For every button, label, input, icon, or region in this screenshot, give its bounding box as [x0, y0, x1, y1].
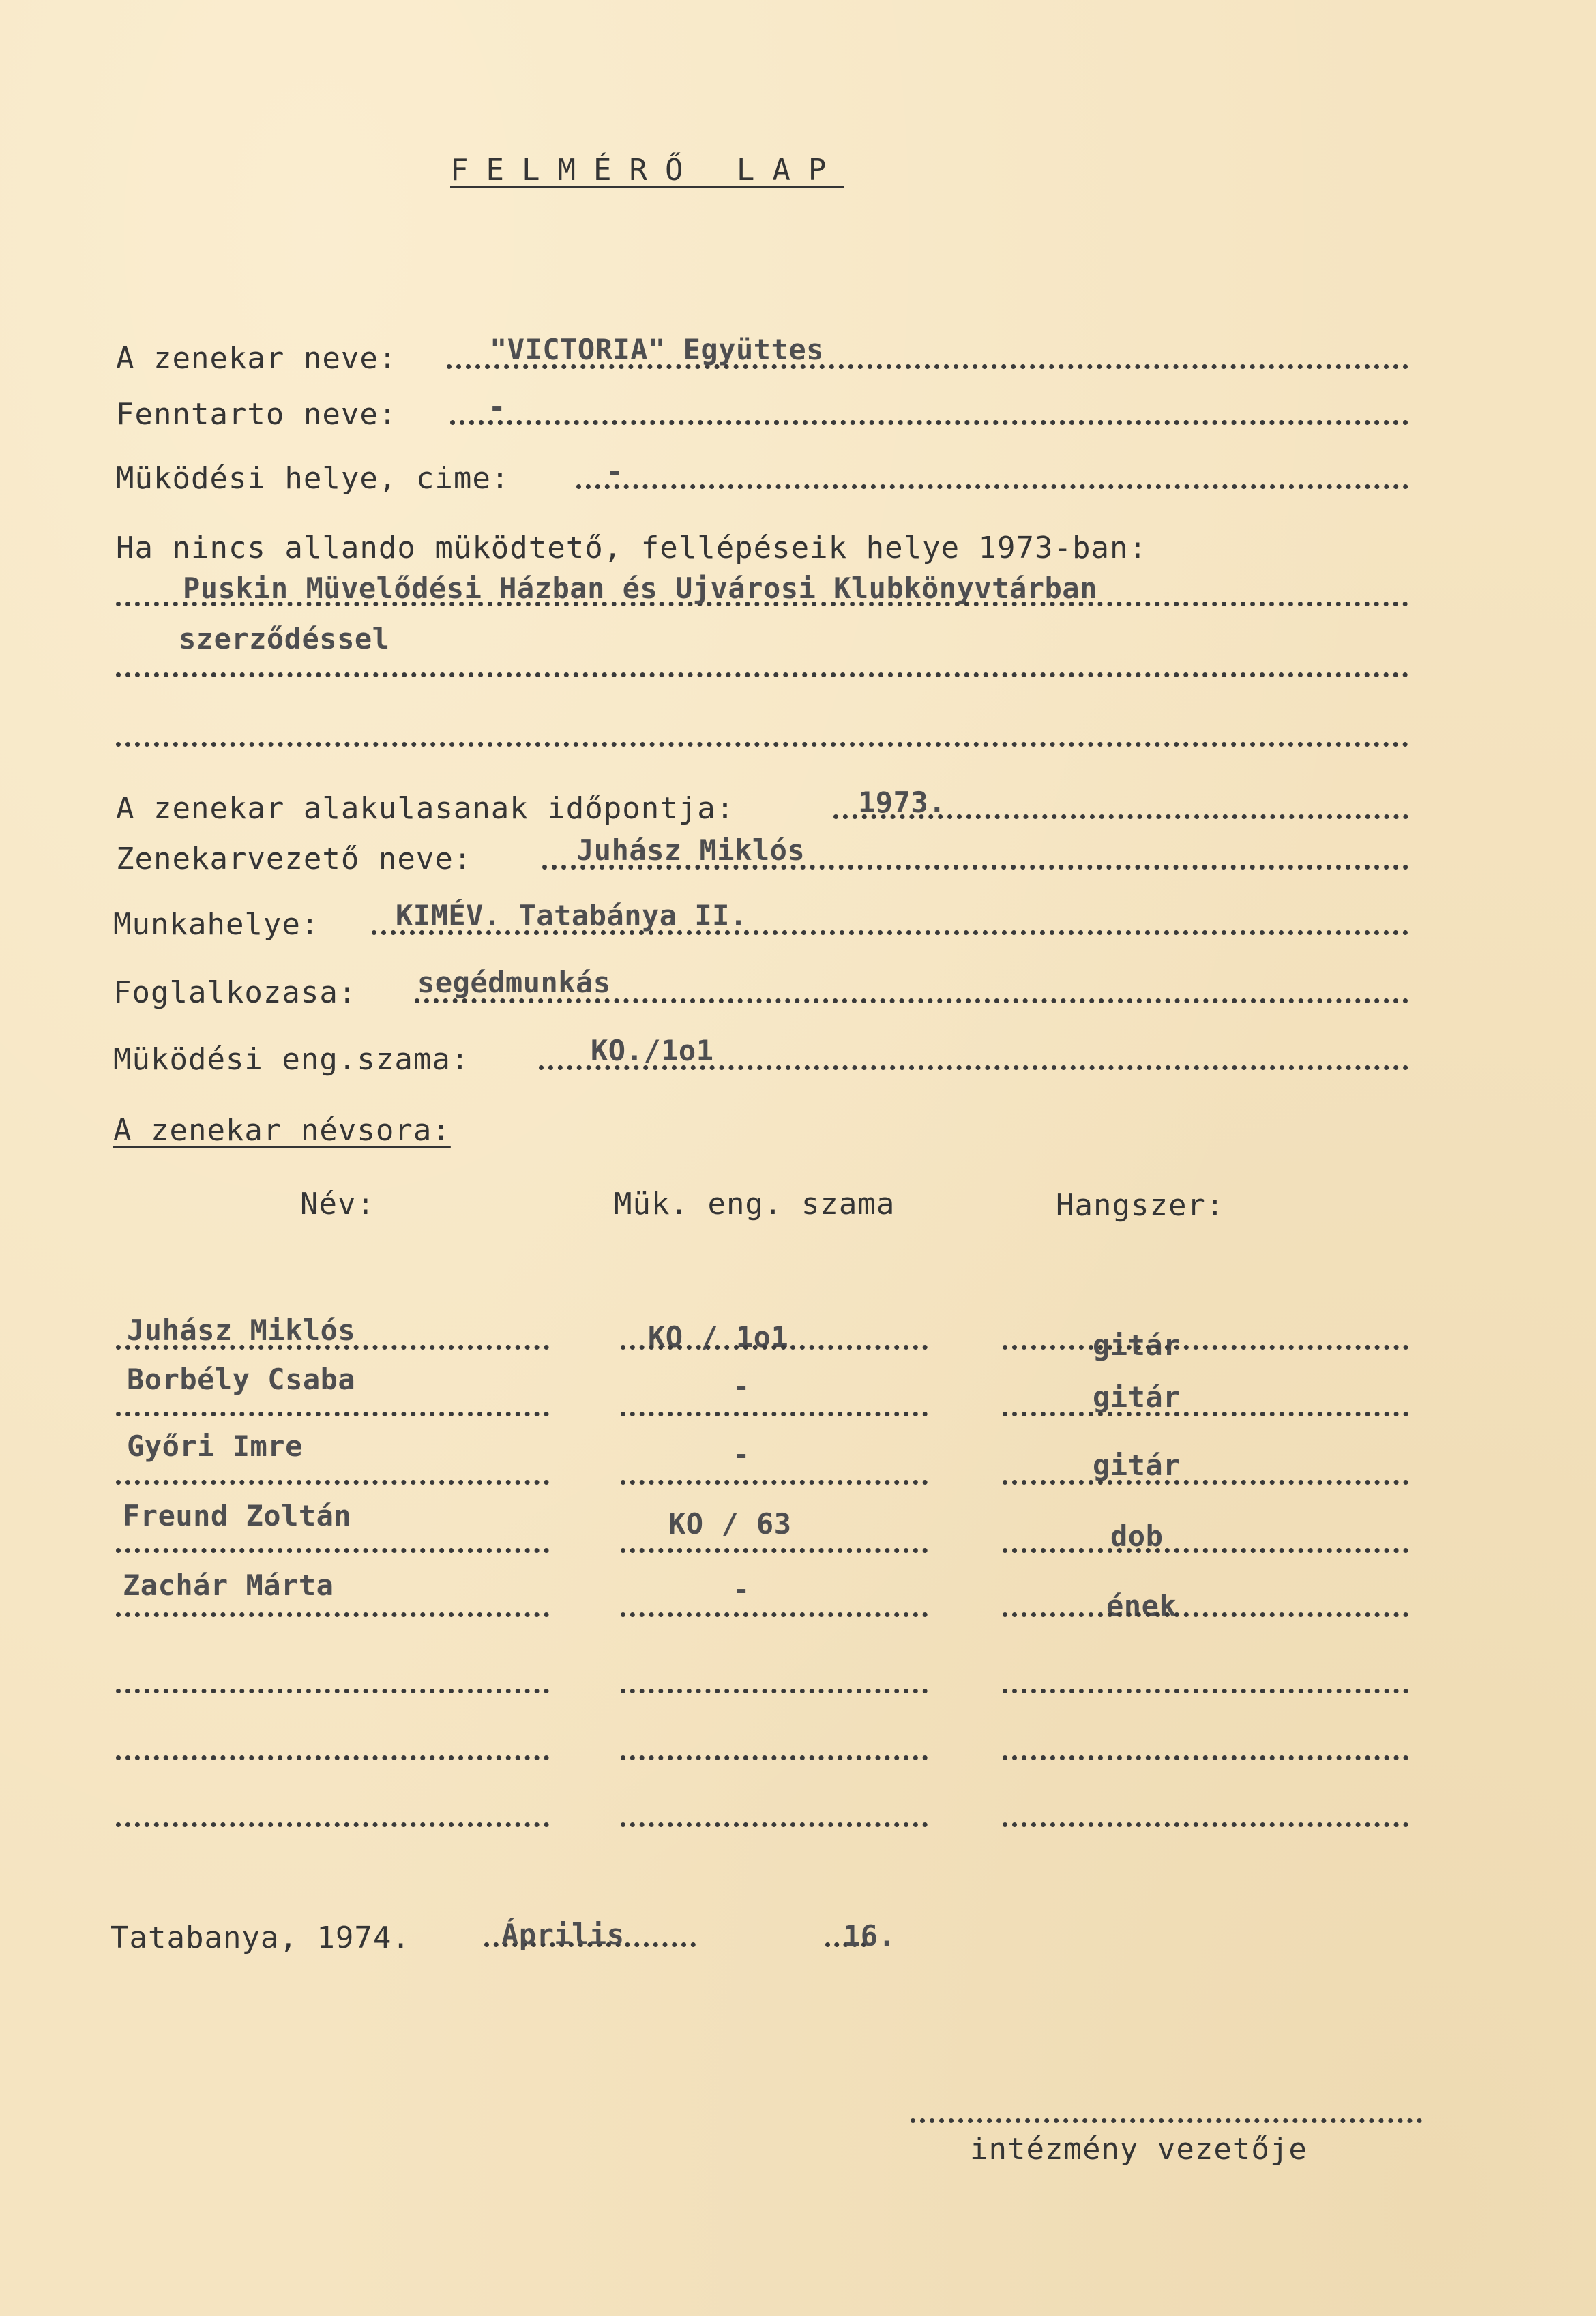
member-instrument-dotline — [1003, 1480, 1408, 1485]
empty-name-dotline — [116, 1822, 549, 1827]
member-name-dotline — [116, 1345, 549, 1350]
member-name-dotline — [116, 1612, 549, 1617]
location-dotline — [576, 484, 1408, 489]
member-name: Győri Imre — [127, 1429, 303, 1463]
signature-dotline — [911, 2118, 1422, 2123]
occupation-label: Foglalkozasa: — [113, 975, 357, 1010]
sponsor-value: - — [488, 390, 506, 424]
workplace-value: KIMÉV. Tatabánya II. — [396, 899, 748, 932]
member-name: Juhász Miklós — [127, 1313, 356, 1347]
empty-name-dotline — [116, 1689, 549, 1693]
member-instrument: gitár — [1093, 1380, 1181, 1414]
member-license: - — [733, 1573, 750, 1606]
column-header-name: Név: — [300, 1187, 375, 1221]
place-year: Tatabanya, 1974. — [110, 1920, 411, 1955]
member-name-dotline — [116, 1412, 549, 1416]
empty-instrument-dotline — [1003, 1755, 1408, 1760]
member-instrument-dotline — [1003, 1345, 1408, 1350]
band-name-value: "VICTORIA" Együttes — [490, 333, 824, 366]
page-title: FELMÉRŐ LAP — [450, 153, 844, 188]
venue-value-line1: Puskin Müvelődési Házban és Ujvárosi Klubkönyvtárban — [183, 571, 1097, 605]
member-instrument: ének — [1106, 1589, 1177, 1622]
member-license-dotline — [621, 1480, 928, 1485]
empty-instrument-dotline — [1003, 1689, 1408, 1693]
member-instrument: dob — [1110, 1519, 1164, 1553]
sponsor-dotline — [450, 420, 1408, 425]
member-license: KO / 1o1 — [648, 1320, 789, 1354]
member-license-dotline — [621, 1345, 928, 1350]
venue-value-line2: szerződéssel — [179, 622, 390, 655]
location-value: - — [606, 454, 623, 488]
empty-license-dotline — [621, 1689, 928, 1693]
member-instrument-dotline — [1003, 1412, 1408, 1416]
member-license-dotline — [621, 1612, 928, 1617]
member-license: - — [733, 1438, 750, 1471]
venue-dotline-3 — [116, 742, 1408, 747]
license-value: KO./1o1 — [591, 1034, 714, 1067]
member-name: Freund Zoltán — [123, 1499, 352, 1532]
column-header-license: Mük. eng. szama — [614, 1187, 896, 1221]
workplace-label: Munkahelye: — [113, 907, 320, 942]
founded-label: A zenekar alakulasanak időpontja: — [116, 791, 735, 826]
empty-name-dotline — [116, 1755, 549, 1760]
member-instrument-dotline — [1003, 1548, 1408, 1553]
member-name-dotline — [116, 1548, 549, 1553]
member-license-dotline — [621, 1548, 928, 1553]
member-name: Zachár Márta — [123, 1569, 334, 1602]
roster-heading: A zenekar névsora: — [113, 1113, 451, 1148]
band-name-label: A zenekar neve: — [116, 341, 398, 376]
member-license: KO / 63 — [668, 1507, 792, 1541]
empty-license-dotline — [621, 1822, 928, 1827]
leader-label: Zenekarvezető neve: — [116, 842, 473, 876]
occupation-dotline — [415, 998, 1408, 1003]
signature-caption: intézmény vezetője — [970, 2132, 1307, 2167]
founded-value: 1973. — [858, 786, 946, 819]
member-name: Borbély Csaba — [127, 1363, 356, 1396]
license-label: Müködési eng.szama: — [113, 1042, 470, 1077]
empty-license-dotline — [621, 1755, 928, 1760]
date-day: 16. — [843, 1919, 896, 1953]
column-header-instrument: Hangszer: — [1056, 1188, 1225, 1223]
date-month: Április — [501, 1918, 625, 1951]
member-name-dotline — [116, 1480, 549, 1485]
leader-value: Juhász Miklós — [576, 833, 806, 867]
empty-instrument-dotline — [1003, 1822, 1408, 1827]
member-instrument: gitár — [1093, 1449, 1181, 1482]
location-label: Müködési helye, cime: — [116, 461, 510, 496]
member-instrument-dotline — [1003, 1612, 1408, 1617]
sponsor-label: Fenntarto neve: — [116, 397, 398, 432]
venue-dotline-2 — [116, 672, 1408, 677]
venue-label: Ha nincs allando müködtető, fellépéseik helye 1973-ban: — [116, 531, 1147, 565]
member-license-dotline — [621, 1412, 928, 1416]
member-license: - — [733, 1369, 750, 1403]
member-instrument: gitár — [1093, 1328, 1181, 1362]
occupation-value: segédmunkás — [417, 966, 611, 999]
